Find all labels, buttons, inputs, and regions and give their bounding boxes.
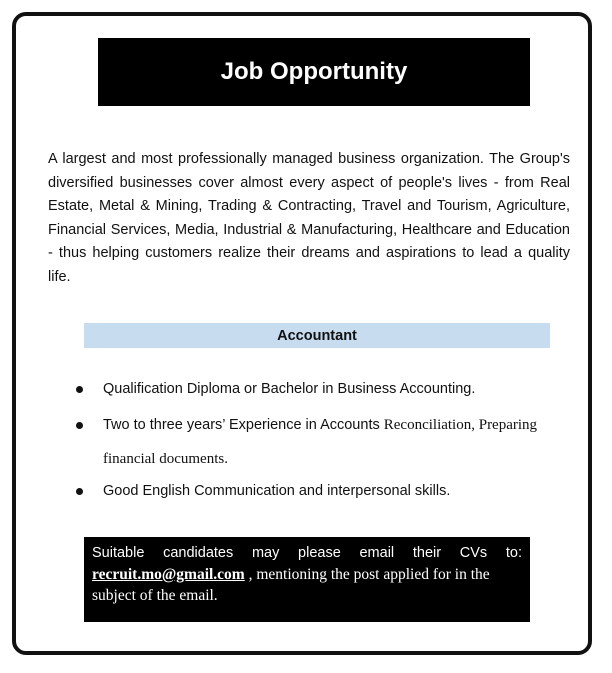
requirement-experience: [76, 408, 556, 476]
requirement-text: Good English Communication and interpersonal skills.: [103, 483, 451, 499]
page-title: Job Opportunity: [220, 58, 408, 85]
email-link[interactable]: recruit.mo@gmail.com: [92, 566, 245, 583]
requirement-text-part1: Two to three years’ Experience in Accounts: [103, 417, 384, 433]
job-title-banner: [98, 38, 530, 106]
contact-box: [84, 537, 530, 622]
contact-note: , mentioning the post applied for in the subject of the email.: [92, 566, 490, 604]
position-title: Accountant: [277, 327, 357, 344]
bullet-icon: [76, 488, 83, 495]
bullet-icon: [76, 422, 83, 429]
requirement-qualification: [76, 378, 556, 400]
company-description: A largest and most professionally managed business organization. The Group's diversified businesses cover almost every aspect of people's lives - from Real Estate, Metal & Mining, Trading & Contracting, Travel and Tourism, Agriculture, Financial Services, Media, Industrial & Manufacturing, Healthcare and Education - thus helping customers realize their dreams and aspirations to lead a quality life.: [48, 151, 570, 285]
position-band: [84, 323, 550, 348]
requirement-communication: [76, 480, 556, 502]
bullet-icon: [76, 386, 83, 393]
requirements-list: [76, 378, 556, 516]
contact-details: [92, 564, 522, 606]
contact-instruction: Suitable candidates may please email their CVs to:: [92, 545, 522, 561]
requirement-text-part2: Reconciliation, Preparing financial documents.: [103, 417, 538, 467]
requirement-text: Qualification Diploma or Bachelor in Business Accounting.: [103, 381, 476, 397]
